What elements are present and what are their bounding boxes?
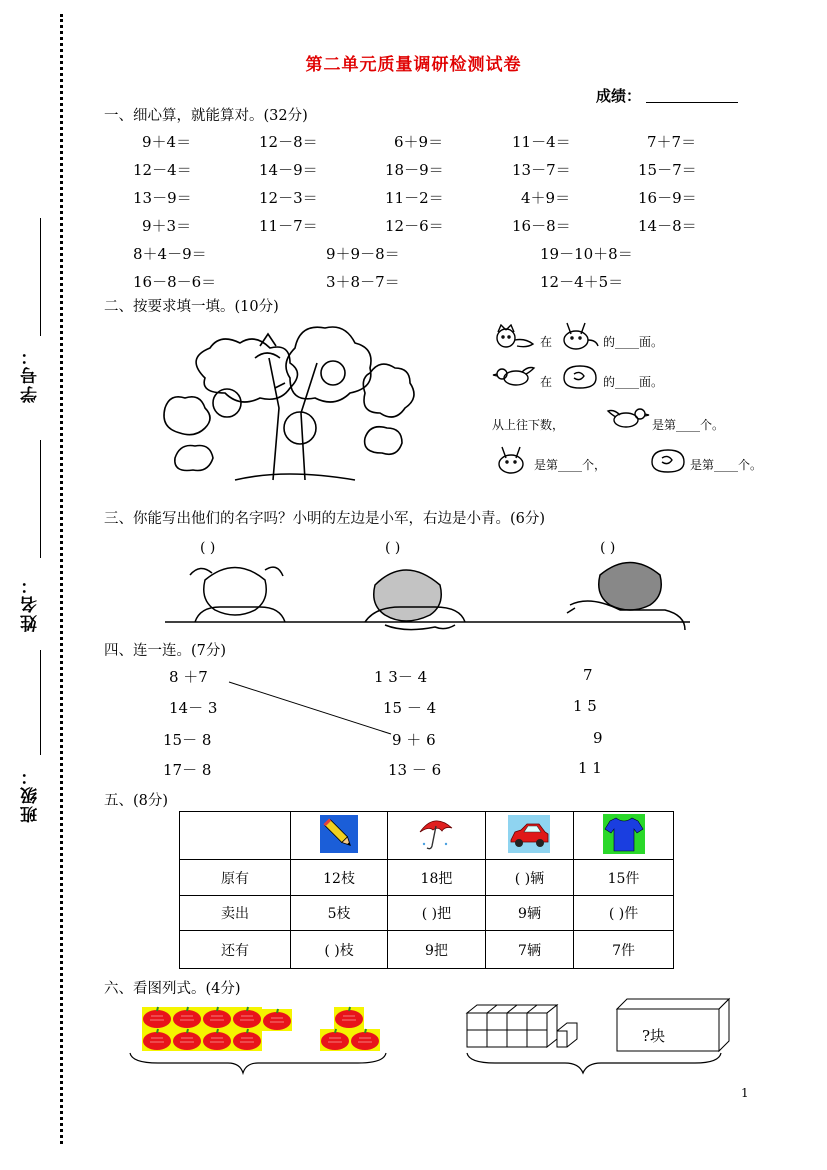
equation: 12－6＝ — [385, 217, 444, 235]
name-line — [40, 440, 41, 558]
equation: 7＋7＝ — [647, 133, 697, 151]
equation: 15－7＝ — [638, 161, 697, 179]
bird-icon — [492, 364, 536, 390]
match-left-item[interactable]: 15－ 8 — [163, 731, 212, 749]
page-number: 1 — [741, 1086, 749, 1100]
equation: 11－2＝ — [385, 189, 444, 207]
equation: 12－8＝ — [259, 133, 318, 151]
equation: 14－8＝ — [638, 217, 697, 235]
binding-dotted-line — [60, 14, 63, 1144]
table-cell: 12枝 — [291, 860, 388, 896]
equation: 6＋9＝ — [394, 133, 444, 151]
tree-illustration — [155, 318, 435, 483]
table-corner-cell — [180, 812, 291, 860]
equation: 12－4＋5＝ — [540, 273, 624, 291]
equation: 13－7＝ — [512, 161, 571, 179]
section5-heading: 五、(8分) — [104, 793, 169, 809]
q2-text: 的____面。 — [603, 335, 664, 349]
equation: 4＋9＝ — [521, 189, 571, 207]
goods-table — [179, 811, 674, 969]
match-right-item[interactable]: 9 — [593, 729, 603, 747]
cat-icon — [492, 324, 536, 350]
equation: 11－4＝ — [512, 133, 571, 151]
equation: 12－3＝ — [259, 189, 318, 207]
equation: 12－4＝ — [133, 161, 192, 179]
bird-icon — [606, 405, 650, 431]
row-label: 还有 — [180, 931, 291, 969]
equation: 16－8＝ — [512, 217, 571, 235]
match-left-item[interactable]: 17－ 8 — [163, 761, 212, 779]
student-id-label: 学号： — [21, 346, 41, 403]
name-blank: ( ) — [600, 540, 616, 556]
equation: 16－9＝ — [638, 189, 697, 207]
squirrel-icon — [560, 364, 600, 390]
match-left-item[interactable]: 8 ＋7 — [169, 668, 208, 686]
equation: 14－9＝ — [259, 161, 318, 179]
match-middle-item[interactable]: 15 － 4 — [383, 699, 437, 717]
class-label: 班级： — [21, 766, 41, 823]
score-blank — [646, 102, 738, 103]
children-illustration — [165, 560, 690, 642]
umbrella-icon — [414, 814, 458, 854]
match-middle-item[interactable]: 13 － 6 — [388, 761, 442, 779]
match-left-item[interactable]: 14－ 3 — [169, 699, 218, 717]
page-title: 第二单元质量调研检测试卷 — [305, 55, 522, 75]
q2-text: 是第____个， — [534, 458, 607, 472]
rabbit-icon — [494, 446, 534, 474]
section6-heading: 六、看图列式。(4分) — [104, 981, 241, 997]
q2-text: 在 — [540, 335, 553, 349]
table-cell: 15件 — [574, 860, 674, 896]
equation: 16－8－6＝ — [133, 273, 217, 291]
shirt-icon — [602, 813, 646, 855]
table-cell: 7件 — [574, 931, 674, 969]
q2-text: 是第____个。 — [652, 418, 725, 432]
match-middle-item[interactable]: 9 ＋ 6 — [392, 731, 436, 749]
table-header-cell — [387, 812, 485, 860]
rabbit-icon — [557, 322, 601, 352]
equation: 18－9＝ — [385, 161, 444, 179]
example-connector-line — [225, 678, 395, 738]
equation: 19－10＋8＝ — [540, 245, 633, 263]
table-cell: 5枝 — [291, 896, 388, 931]
equation: 9＋9－8＝ — [326, 245, 400, 263]
table-cell: 7辆 — [485, 931, 573, 969]
table-cell: 9把 — [387, 931, 485, 969]
equation: 11－7＝ — [259, 217, 318, 235]
section3-heading: 三、你能写出他们的名字吗？小明的左边是小军，右边是小青。(6分) — [104, 511, 546, 527]
row-label: 卖出 — [180, 896, 291, 931]
match-middle-item[interactable]: 1 3－ 4 — [374, 668, 428, 686]
row-label: 原有 — [180, 860, 291, 896]
unknown-blocks-label: ?块 — [642, 1027, 666, 1045]
table-header-cell — [574, 812, 674, 860]
section1-heading: 一、细心算，就能算对。(32分) — [104, 108, 308, 124]
student-name-label: 姓名： — [21, 575, 41, 632]
section2-heading: 二、按要求填一填。(10分) — [104, 299, 279, 315]
table-header-cell — [291, 812, 388, 860]
table-cell[interactable]: ( )件 — [574, 896, 674, 931]
id-line — [40, 218, 41, 336]
blocks-illustration — [465, 995, 735, 1077]
table-header-cell — [485, 812, 573, 860]
name-blank: ( ) — [385, 540, 401, 556]
equation: 9＋3＝ — [142, 217, 192, 235]
q2-text: 在 — [540, 375, 553, 389]
squirrel-icon — [648, 448, 688, 474]
section4-heading: 四、连一连。(7分) — [104, 643, 227, 659]
car-icon — [507, 814, 551, 854]
match-right-item[interactable]: 1 1 — [578, 759, 602, 777]
equation: 8＋4－9＝ — [133, 245, 207, 263]
table-cell: 9辆 — [485, 896, 573, 931]
score-label: 成绩： — [596, 87, 642, 105]
q2-text: 的____面。 — [603, 375, 664, 389]
equation: 9＋4＝ — [142, 133, 192, 151]
pencil-icon — [319, 814, 359, 854]
equation: 3＋8－7＝ — [326, 273, 400, 291]
equation: 13－9＝ — [133, 189, 192, 207]
table-cell[interactable]: ( )辆 — [485, 860, 573, 896]
name-blank: ( ) — [200, 540, 216, 556]
table-cell[interactable]: ( )枝 — [291, 931, 388, 969]
match-right-item[interactable]: 7 — [583, 666, 593, 684]
table-cell[interactable]: ( )把 — [387, 896, 485, 931]
table-cell: 18把 — [387, 860, 485, 896]
match-right-item[interactable]: 1 5 — [573, 697, 597, 715]
class-line — [40, 650, 41, 755]
apples-illustration — [128, 1005, 390, 1077]
q2-text: 从上往下数， — [492, 418, 565, 432]
q2-text: 是第____个。 — [690, 458, 763, 472]
